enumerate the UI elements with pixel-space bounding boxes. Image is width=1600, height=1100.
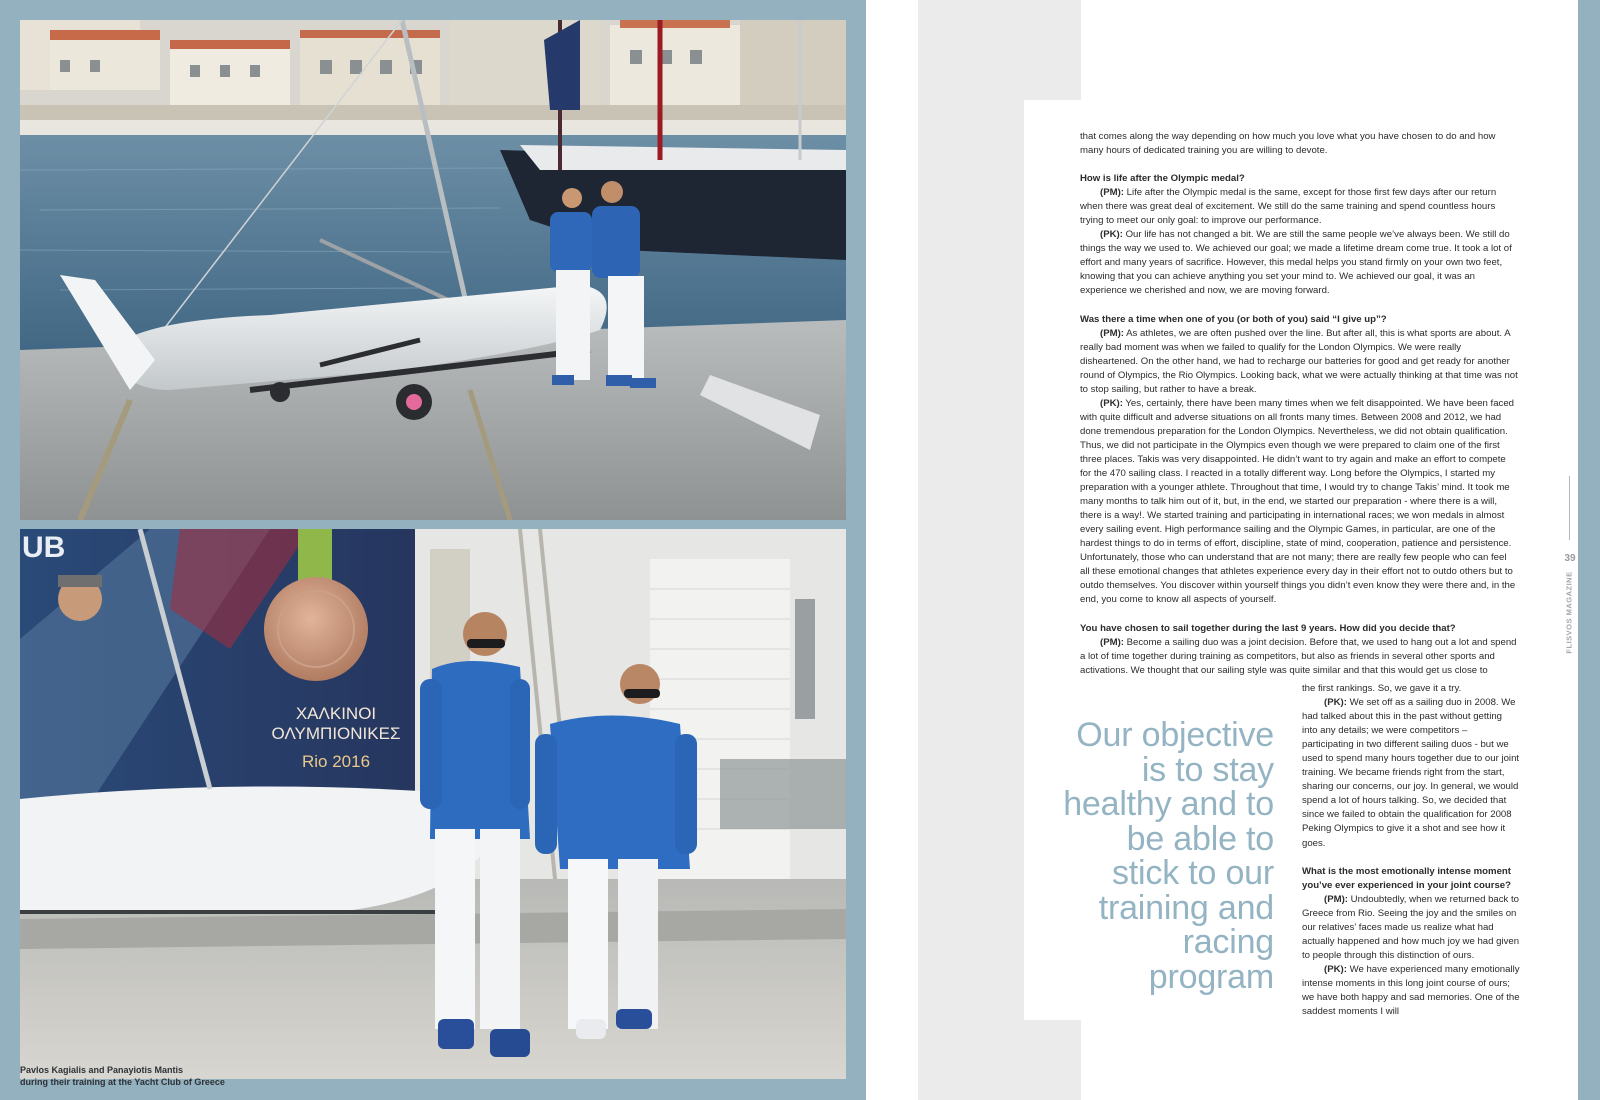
answer-pm-sail-together	[1080, 636, 1518, 678]
speaker-label-pm: (PM):	[1100, 636, 1124, 648]
answer-pm-i-give-up	[1080, 327, 1518, 397]
speaker-label-pk: (PK):	[1100, 397, 1123, 409]
photo-sailors-walking	[20, 529, 846, 1079]
answer-pm-emotional-moment	[1302, 893, 1520, 963]
caption-line-2: during their training at the Yacht Club of Greece	[20, 1077, 225, 1087]
magazine-name: FLISVOS MAGAZINE	[1564, 571, 1574, 654]
question-i-give-up: Was there a time when one of you (or both of you) said “I give up”?	[1080, 313, 1387, 325]
pull-quote-line: healthy and to	[1063, 785, 1274, 823]
answer-pk-life-after-medal	[1080, 228, 1518, 298]
folio-rule	[1569, 476, 1570, 540]
pull-quote-line: training and	[1098, 888, 1274, 927]
answer-text: Yes, certainly, there have been many times when we felt disappointed. We have been faced with quite difficult and adverse situations on all fronts many times. Between 2008 and 2012, we had done tremendous preparation for the London Olympics. Nevertheless, we did not obtain qualification. Thus, we did not participate in the Olympics even though we were prepared to claim one of the first three places. Takis was very disappointed. He didn’t want to try again and make an effort to compete for the 470 sailing class. I reacted in a totally different way. Long before the Olympics, I started my preparation with a younger athlete. Throughout that time, I would try to change Takis’ mind. It took me many months to talk him out of it, but, in the end, we started our preparation - where there is a will, there is a way!. We started training and participating in international races; we won medals in almost every sailing event. High performance sailing and the Olympic Games, in particular, are one of the hardest things to do in terms of effort, discipline, state of mind, cooperation, patience and persistence. Unfortunately, those who can understand that are not many; there are really few people who can feel all these emotional changes that athletes experience every day in their effort not to outdo others but to outdo themselves. You discover within yourself things you didn’t even know they were there and, in the end, you come to know all aspects of yourself.	[1080, 397, 1516, 606]
article-body	[1080, 130, 1518, 678]
answer-text: Life after the Olympic medal is the same, except for those first few days after our return when there was great deal of excitement. We still do the same training and spend countless hours trying to meet our only goal: to improve our performance.	[1080, 187, 1497, 227]
answer-pk-i-give-up	[1080, 397, 1518, 608]
pull-quote	[1040, 718, 1274, 994]
pull-quote-line: program	[1148, 957, 1274, 996]
photo-caption	[20, 1064, 225, 1088]
answer-text: Undoubtedly, when we returned back to Greece from Rio. Seeing the joy and the smiles on our relatives’ faces made us realize what had actually happened and how much joy we had given to people through this distinction of ours.	[1302, 893, 1520, 961]
speaker-label-pk: (PK):	[1324, 963, 1347, 975]
poster-headline-line1: ΧΑΛΚΙΝΟΙ	[295, 704, 377, 723]
pull-quote-line: be able to	[1126, 819, 1274, 858]
speaker-label-pm: (PM):	[1324, 893, 1348, 905]
caption-line-1: Pavlos Kagialis and Panayiotis Mantis	[20, 1065, 184, 1075]
right-edge-strip	[1578, 0, 1600, 1100]
speaker-label-pm: (PM):	[1100, 187, 1124, 199]
question-emotional-moment: What is the most emotionally intense moment you’ve ever experienced in your joint course?	[1302, 865, 1512, 891]
answer-text: We set off as a sailing duo in 2008. We had talked about this in the past without getting into any details; we were competitors – participating in two different sailing duos - but we used to spend many hours together due to our joint training. We became friends right from the start, sharing our concerns, our joy. In general, we would spend a lot of hours talking. So, we decided that since we failed to obtain the qualification for 2008 Peking Olympics to give it a shot and see how it goes.	[1302, 697, 1520, 849]
speaker-label-pm: (PM):	[1100, 327, 1124, 339]
article-narrow-column	[1302, 682, 1520, 1019]
page-number: 39	[1564, 553, 1576, 564]
pull-quote-line: stick to our	[1112, 854, 1274, 892]
answer-pm-life-after-medal	[1080, 186, 1518, 228]
answer-text: We have experienced many emotionally intense moments in this long joint course of ours; we have both happy and sad memories. One of the saddest moments I will	[1302, 963, 1520, 1018]
answer-pm-sail-together-continued: the first rankings. So, we gave it a try.	[1302, 683, 1462, 694]
question-life-after-medal: How is life after the Olympic medal?	[1080, 173, 1245, 185]
pull-quote-line: racing	[1182, 923, 1274, 961]
answer-pk-sail-together	[1302, 696, 1520, 851]
answer-pk-emotional-moment	[1302, 963, 1520, 1019]
pull-quote-line: Our objective	[1076, 716, 1274, 754]
poster-club-fragment: UB	[22, 531, 66, 564]
pull-quote-line: is to stay	[1141, 750, 1274, 789]
poster-headline-line2: ΟΛΥΜΠΙΟΝΙΚΕΣ	[271, 724, 401, 743]
answer-text: As athletes, we are often pushed over the line. But after all, this is what sports are about. A really bad moment was when we failed to qualify for the London Olympics. We were really disheartened. On the other hand, we had to recharge our batteries for good and get ready for another round of Olympics, the Rio Olympics. Looking back, what we were actually thinking at that time was not to stop sailing, but rather to have a break.	[1080, 327, 1518, 395]
speaker-label-pk: (PK):	[1324, 697, 1347, 709]
answer-text: Become a sailing duo was a joint decision. Before that, we used to hang out a lot and spend a lot of time together during training as competitors, but also as friends in several other sports and activations. We thought that our sailing style was quite similar and that this would get us close to	[1080, 636, 1517, 676]
speaker-label-pk: (PK):	[1100, 229, 1123, 241]
article-intro: that comes along the way depending on how much you love what you have chosen to do and how many hours of dedicated training you are willing to devote.	[1080, 131, 1496, 157]
photo-marina-boat-launch	[20, 20, 846, 520]
answer-text: Our life has not changed a bit. We are still the same people we’ve always been. We still do things the way we used to. We achieved our goal; we made a lifetime dream come true. It took a lot of effort and many years of sacrifice. However, this medal helps you stand firmly on your own two feet, knowing that you can achieve anything you set your mind to. We achieved our goal, it was an experience we cherished and now, we are moving forward.	[1080, 229, 1512, 297]
poster-event: Rio 2016	[301, 752, 371, 771]
question-sail-together: You have chosen to sail together during the last 9 years. How did you decide that?	[1080, 622, 1456, 634]
